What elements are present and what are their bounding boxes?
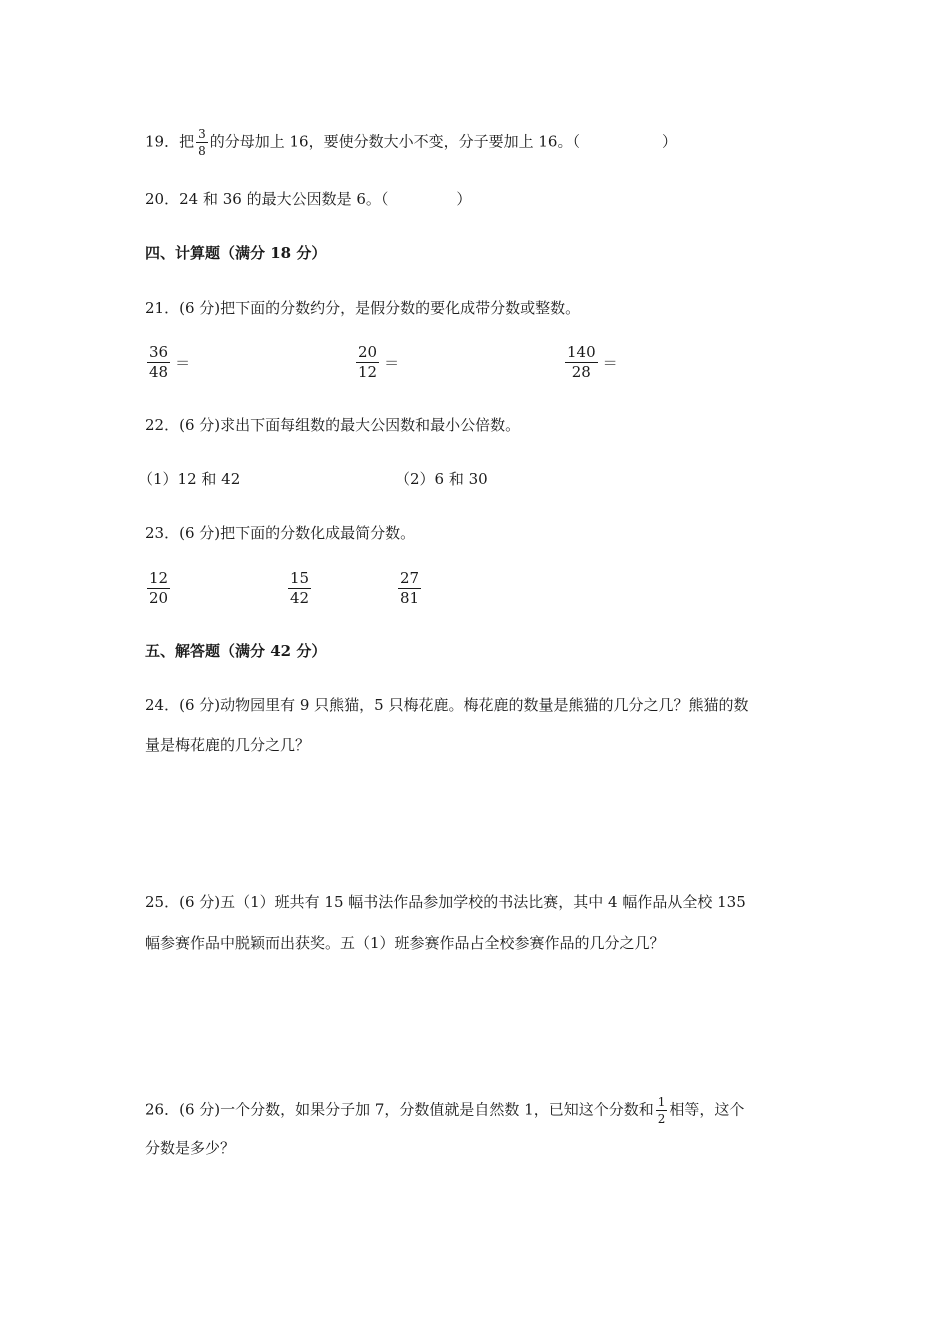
question-24-line-2: 量是梅花鹿的几分之几？ [145,736,311,754]
question-26-line-2: 分数是多少？ [145,1139,236,1157]
section-5-heading: 五、解答题（满分 42 分） [145,642,327,660]
q21-fraction-1 [147,345,170,380]
q26-frac-denominator: 2 [657,1112,666,1126]
q26-fraction [656,1096,668,1125]
q26-text-b: 相等，这个 [669,1100,745,1119]
q19-paren-open: （ [572,132,580,151]
question-25-line-1: 25．(6 分)五（1）班共有 15 幅书法作品参加学校的书法比赛，其中 4 幅作品从全校 135 [145,893,746,911]
q19-frac-denominator: 8 [198,144,206,158]
q23-fraction-3 [398,571,421,606]
question-19 [145,128,677,157]
numerator: 20 [358,343,378,361]
numerator: 36 [149,343,169,361]
numerator: 27 [400,569,420,587]
question-21: 21．(6 分)把下面的分数约分，是假分数的要化成带分数或整数。 [145,299,581,317]
q21-item-3 [563,345,618,380]
denominator: 12 [358,363,378,381]
q21-fraction-3 [565,345,598,380]
question-24-line-1: 24．(6 分)动物园里有 9 只熊猫，5 只梅花鹿。梅花鹿的数量是熊猫的几分之几？熊猫的数 [145,696,749,714]
q22-item-1: （1）12 和 42 [138,470,241,488]
q19-text: 的分母加上 16，要使分数大小不变，分子要加上 16。 [209,132,573,151]
q21-item-1 [145,345,190,380]
equals-sign: ＝ [175,354,191,372]
q20-paren-open: （ [380,190,389,208]
q23-item-3 [396,571,423,606]
question-23: 23．(6 分)把下面的分数化成最简分数。 [145,524,416,542]
equals-sign: ＝ [384,354,400,372]
q23-fraction-2 [288,571,311,606]
q20-paren-close: ） [456,190,472,208]
q23-item-2 [286,571,313,606]
question-22: 22．(6 分)求出下面每组数的最大公因数和最小公倍数。 [145,416,521,434]
equals-sign: ＝ [602,354,618,372]
q19-prefix: 19．把 [145,132,195,151]
numerator: 15 [290,569,310,587]
denominator: 81 [400,589,420,607]
denominator: 42 [290,589,310,607]
q22-item-2: （2）6 和 30 [395,470,488,488]
question-25-line-2: 幅参赛作品中脱颖而出获奖。五（1）班参赛作品占全校参赛作品的几分之几？ [145,934,665,952]
q23-fraction-1 [147,571,170,606]
q19-paren-close: ） [661,132,677,151]
section-4-heading: 四、计算题（满分 18 分） [145,244,327,262]
q19-fraction [196,128,208,157]
q19-frac-numerator: 3 [198,127,206,141]
numerator: 140 [567,343,596,361]
q21-fraction-2 [356,345,379,380]
q26-frac-numerator: 1 [657,1095,666,1109]
denominator: 28 [571,363,591,381]
q23-item-1 [145,571,172,606]
numerator: 12 [149,569,169,587]
denominator: 48 [149,363,169,381]
q21-item-2 [354,345,399,380]
question-26-line-1 [145,1096,744,1125]
denominator: 20 [149,589,169,607]
question-20 [145,188,471,210]
q20-text: 20．24 和 36 的最大公因数是 6。 [145,190,381,208]
q26-text-a: 26．(6 分)一个分数，如果分子加 7，分数值就是自然数 1，已知这个分数和 [145,1100,654,1119]
